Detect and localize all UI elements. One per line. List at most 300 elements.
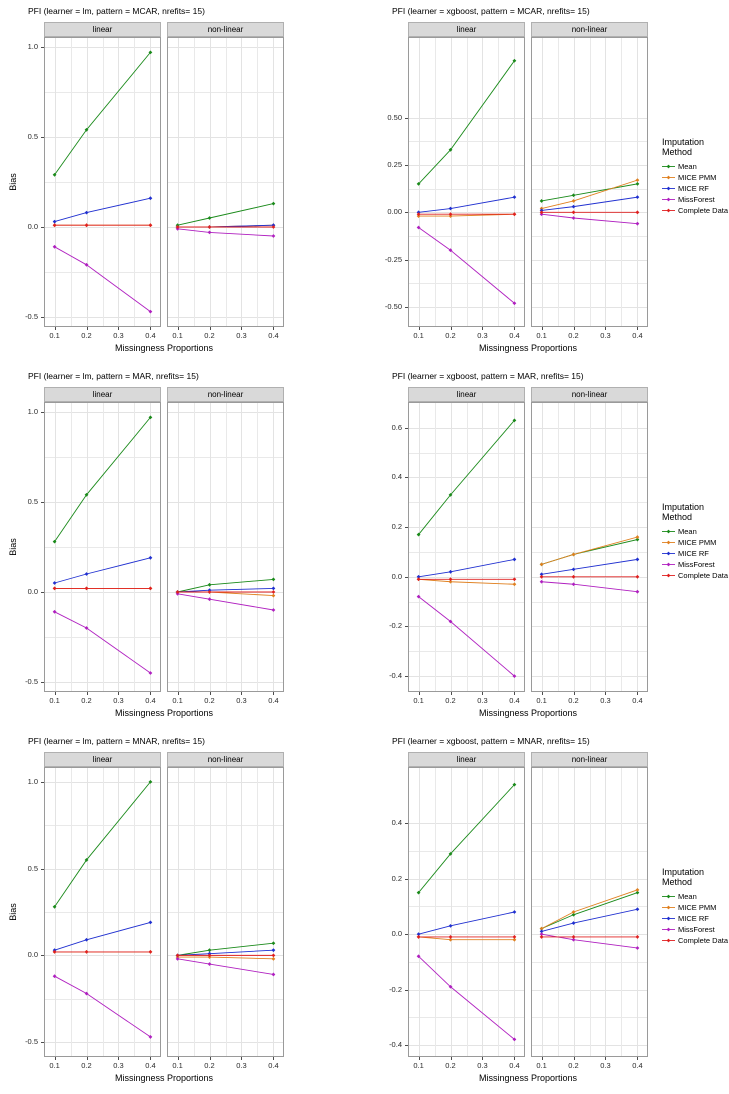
line-mice-rf — [419, 559, 515, 576]
x-tick — [178, 1057, 179, 1060]
x-tick — [419, 692, 420, 695]
line-missforest — [542, 582, 638, 592]
point-marker — [208, 948, 212, 952]
point-marker — [449, 577, 453, 581]
point-marker — [572, 921, 576, 925]
point-marker — [540, 580, 544, 584]
y-tick-label: 0.5 — [27, 132, 38, 141]
legend-item-mean[interactable] — [662, 526, 729, 537]
point-marker — [572, 216, 576, 220]
x-tick — [55, 327, 56, 330]
x-tick — [210, 1057, 211, 1060]
point-marker — [540, 935, 544, 939]
line-mean — [55, 782, 151, 907]
x-tick-label: 0.1 — [49, 331, 60, 340]
point-marker — [572, 582, 576, 586]
chart-title: PFI (learner = lm, pattern = MAR, nrefits= 15) — [28, 371, 199, 381]
legend — [662, 137, 729, 216]
facet-plot-linear — [44, 402, 161, 692]
point-marker — [85, 211, 89, 215]
x-tick — [150, 327, 151, 330]
facet-plot-linear — [408, 37, 525, 327]
point-marker — [572, 567, 576, 571]
y-tick — [41, 592, 44, 593]
legend-item-missforest[interactable] — [662, 924, 729, 935]
x-tick-label: 0.1 — [49, 1061, 60, 1070]
line-mice-rf — [419, 912, 515, 934]
x-tick — [87, 327, 88, 330]
legend-key-icon — [662, 205, 675, 216]
legend-label: Complete Data — [678, 936, 729, 945]
point-marker — [636, 888, 640, 892]
y-tick-label: 0.50 — [387, 112, 402, 122]
x-tick — [55, 1057, 56, 1060]
point-marker — [85, 572, 89, 576]
x-tick-label: 0.2 — [568, 696, 579, 705]
point-marker — [272, 234, 276, 238]
y-tick — [405, 212, 408, 213]
series-layer — [409, 768, 524, 1056]
point-marker — [272, 608, 276, 612]
legend-item-mice-pmm[interactable] — [662, 172, 729, 183]
point-marker — [149, 921, 153, 925]
x-tick — [273, 327, 274, 330]
x-tick-label: 0.4 — [632, 331, 643, 340]
y-tick-label: -0.25 — [384, 254, 402, 264]
line-mean — [419, 420, 515, 534]
x-tick-label: 0.2 — [204, 331, 215, 340]
x-tick-label: 0.1 — [49, 696, 60, 705]
y-tick-label: 1.0 — [27, 42, 38, 51]
x-tick-label: 0.1 — [172, 331, 183, 340]
point-marker — [272, 941, 276, 945]
x-tick — [605, 327, 606, 330]
x-tick — [514, 327, 515, 330]
x-tick — [241, 692, 242, 695]
legend-item-complete-data[interactable] — [662, 570, 729, 581]
y-tick-label: 0.2 — [391, 522, 402, 532]
y-tick — [405, 879, 408, 880]
y-tick-label: 0.0 — [27, 950, 38, 960]
point-marker — [636, 907, 640, 911]
point-marker — [572, 575, 576, 579]
x-tick-label: 0.4 — [145, 1061, 156, 1070]
series-layer — [409, 403, 524, 691]
point-marker — [208, 231, 212, 235]
facet-plot-non-linear — [531, 37, 648, 327]
point-marker — [636, 535, 640, 539]
y-tick-label: 0.6 — [391, 422, 402, 432]
y-tick-label: 0.25 — [387, 159, 402, 169]
y-tick-label: 1.0 — [27, 776, 38, 786]
facet-strip-linear: linear — [408, 387, 525, 402]
y-tick-label: 0.00 — [387, 207, 402, 217]
y-tick — [405, 118, 408, 119]
legend-key-icon — [662, 924, 675, 935]
y-tick — [41, 412, 44, 413]
x-tick — [118, 692, 119, 695]
facet-plot-non-linear — [167, 37, 284, 327]
y-tick — [41, 869, 44, 870]
x-tick-label: 0.4 — [509, 1061, 520, 1070]
x-tick — [482, 1057, 483, 1060]
legend-item-mice-pmm[interactable] — [662, 537, 729, 548]
facet-strip-non-linear: non-linear — [167, 752, 284, 767]
line-mice-pmm — [178, 592, 274, 596]
y-tick-label: -0.4 — [389, 1039, 402, 1049]
legend-label: MissForest — [678, 195, 715, 204]
facet-plot-linear — [408, 767, 525, 1057]
point-marker — [636, 935, 640, 939]
x-tick-label: 0.1 — [413, 1061, 424, 1070]
facet-strip-linear: linear — [408, 22, 525, 37]
legend-title: Imputation Method — [662, 867, 705, 887]
y-tick — [41, 317, 44, 318]
point-marker — [208, 225, 212, 229]
chart-title: PFI (learner = xgboost, pattern = MAR, nrefits= 15) — [392, 371, 584, 381]
y-tick-label: -0.2 — [389, 984, 402, 994]
point-marker — [572, 210, 576, 214]
legend-key-icon — [662, 194, 675, 205]
point-marker — [449, 570, 453, 574]
y-tick — [41, 47, 44, 48]
x-tick-label: 0.2 — [445, 696, 456, 705]
x-tick-label: 0.3 — [236, 696, 247, 705]
facet-strip-non-linear: non-linear — [531, 752, 648, 767]
y-tick — [405, 428, 408, 429]
point-marker — [636, 590, 640, 594]
series-layer — [532, 768, 647, 1056]
facet-strip-linear: linear — [408, 752, 525, 767]
x-tick — [637, 327, 638, 330]
y-tick — [41, 502, 44, 503]
y-tick — [405, 307, 408, 308]
facet-strip-non-linear: non-linear — [531, 387, 648, 402]
chart-title: PFI (learner = lm, pattern = MNAR, nrefits= 15) — [28, 736, 205, 746]
x-tick — [118, 327, 119, 330]
x-tick — [241, 327, 242, 330]
point-marker — [149, 950, 153, 954]
x-tick-label: 0.2 — [81, 696, 92, 705]
x-tick — [482, 692, 483, 695]
point-marker — [513, 935, 517, 939]
line-mean — [542, 540, 638, 565]
series-layer — [532, 403, 647, 691]
point-marker — [636, 210, 640, 214]
point-marker — [53, 223, 57, 227]
legend-label: Mean — [678, 527, 697, 536]
x-tick-label: 0.2 — [204, 1061, 215, 1070]
y-tick-label: 0.0 — [391, 571, 402, 581]
x-tick — [87, 1057, 88, 1060]
x-tick-label: 0.1 — [536, 331, 547, 340]
x-axis-label: Missingness Proportions — [114, 1073, 214, 1083]
point-marker — [53, 587, 57, 591]
y-axis-label: Bias — [7, 538, 18, 556]
point-marker — [540, 562, 544, 566]
legend-item-mean[interactable] — [662, 891, 729, 902]
line-mean — [55, 52, 151, 174]
chart-panel-lm-mcar — [0, 0, 364, 365]
point-marker — [53, 581, 57, 585]
legend-item-mice-rf[interactable] — [662, 548, 729, 559]
line-mean — [55, 417, 151, 541]
x-tick-label: 0.3 — [236, 331, 247, 340]
point-marker — [272, 953, 276, 957]
point-marker — [272, 587, 276, 591]
facet-strip-non-linear: non-linear — [531, 22, 648, 37]
y-tick-label: 0.4 — [391, 472, 402, 482]
facet-plot-non-linear — [167, 767, 284, 1057]
point-marker — [572, 935, 576, 939]
legend-item-missforest[interactable] — [662, 559, 729, 570]
x-tick-label: 0.4 — [268, 331, 279, 340]
x-tick-label: 0.1 — [172, 1061, 183, 1070]
point-marker — [85, 938, 89, 942]
x-axis-label: Missingness Proportions — [478, 1073, 578, 1083]
facet-strip-linear: linear — [44, 22, 161, 37]
chart-title: PFI (learner = lm, pattern = MCAR, nrefits= 15) — [28, 6, 205, 16]
line-mice-pmm — [419, 579, 515, 584]
x-tick-label: 0.4 — [145, 331, 156, 340]
x-tick — [514, 1057, 515, 1060]
legend-item-mean[interactable] — [662, 161, 729, 172]
x-tick-label: 0.3 — [477, 696, 488, 705]
x-tick — [637, 1057, 638, 1060]
x-tick-label: 0.1 — [536, 1061, 547, 1070]
point-marker — [53, 610, 57, 614]
chart-panel-xgboost-mnar — [364, 730, 729, 1094]
x-tick — [605, 692, 606, 695]
line-missforest — [55, 247, 151, 312]
x-tick-label: 0.1 — [536, 696, 547, 705]
y-tick — [405, 165, 408, 166]
legend-key-icon — [662, 161, 675, 172]
point-marker — [272, 594, 276, 598]
point-marker — [572, 193, 576, 197]
point-marker — [272, 578, 276, 582]
y-tick — [41, 227, 44, 228]
x-tick-label: 0.4 — [509, 696, 520, 705]
line-mice-pmm — [178, 957, 274, 959]
line-mice-rf — [542, 909, 638, 931]
point-marker — [572, 199, 576, 203]
line-missforest — [542, 214, 638, 223]
point-marker — [513, 195, 517, 199]
legend-label: MICE RF — [678, 549, 709, 558]
x-tick — [451, 1057, 452, 1060]
y-tick-label: -0.5 — [25, 1037, 38, 1047]
point-marker — [636, 178, 640, 182]
x-tick — [574, 692, 575, 695]
legend-title: Imputation Method — [662, 502, 705, 522]
legend-label: MICE RF — [678, 914, 709, 923]
y-tick-label: 0.2 — [391, 873, 402, 883]
legend-key-icon — [662, 537, 675, 548]
point-marker — [636, 946, 640, 950]
x-tick-label: 0.2 — [204, 696, 215, 705]
line-missforest — [178, 959, 274, 975]
y-tick — [405, 823, 408, 824]
point-marker — [636, 182, 640, 186]
legend-item-complete-data[interactable] — [662, 935, 729, 946]
point-marker — [149, 556, 153, 560]
facet-strip-linear: linear — [44, 387, 161, 402]
chart-panel-lm-mar — [0, 365, 364, 730]
x-tick-label: 0.2 — [568, 1061, 579, 1070]
x-tick-label: 0.2 — [568, 331, 579, 340]
series-layer — [45, 768, 160, 1056]
y-tick — [41, 1042, 44, 1043]
point-marker — [85, 223, 89, 227]
legend — [662, 502, 729, 581]
legend — [662, 867, 729, 946]
x-tick-label: 0.3 — [113, 696, 124, 705]
y-tick — [405, 676, 408, 677]
x-tick — [273, 692, 274, 695]
x-tick — [451, 327, 452, 330]
point-marker — [572, 553, 576, 557]
y-tick — [405, 990, 408, 991]
x-tick — [605, 1057, 606, 1060]
line-mean — [178, 943, 274, 955]
facet-strip-non-linear: non-linear — [167, 387, 284, 402]
legend-label: MissForest — [678, 560, 715, 569]
facet-plot-linear — [44, 37, 161, 327]
legend-key-icon — [662, 559, 675, 570]
x-tick-label: 0.2 — [445, 1061, 456, 1070]
point-marker — [53, 220, 57, 224]
facet-plot-non-linear — [531, 402, 648, 692]
x-tick — [542, 1057, 543, 1060]
legend-key-icon — [662, 526, 675, 537]
legend-item-mice-pmm[interactable] — [662, 902, 729, 913]
y-tick — [405, 477, 408, 478]
x-tick-label: 0.4 — [268, 696, 279, 705]
x-tick — [150, 692, 151, 695]
x-tick-label: 0.2 — [81, 1061, 92, 1070]
series-layer — [532, 38, 647, 326]
legend-label: Complete Data — [678, 571, 729, 580]
y-tick-label: 0.5 — [27, 863, 38, 873]
x-tick — [241, 1057, 242, 1060]
y-tick-label: 0.0 — [27, 222, 38, 231]
series-layer — [168, 38, 283, 326]
y-tick — [41, 682, 44, 683]
point-marker — [449, 935, 453, 939]
point-marker — [85, 950, 89, 954]
point-marker — [636, 558, 640, 562]
x-tick — [210, 327, 211, 330]
x-tick-label: 0.3 — [600, 696, 611, 705]
facet-strip-linear: linear — [44, 752, 161, 767]
y-tick — [41, 782, 44, 783]
point-marker — [540, 199, 544, 203]
point-marker — [208, 597, 212, 601]
line-mean — [419, 61, 515, 184]
legend-item-complete-data[interactable] — [662, 205, 729, 216]
series-layer — [409, 38, 524, 326]
facet-plot-non-linear — [531, 767, 648, 1057]
x-tick — [55, 692, 56, 695]
x-tick-label: 0.3 — [600, 1061, 611, 1070]
point-marker — [572, 910, 576, 914]
x-tick-label: 0.3 — [477, 331, 488, 340]
x-tick-label: 0.1 — [172, 696, 183, 705]
point-marker — [513, 910, 517, 914]
line-mean — [178, 204, 274, 226]
legend-label: MICE PMM — [678, 173, 717, 182]
legend-item-mice-rf[interactable] — [662, 183, 729, 194]
legend-label: Mean — [678, 162, 697, 171]
x-tick-label: 0.4 — [632, 1061, 643, 1070]
x-tick — [542, 327, 543, 330]
x-tick-label: 0.3 — [113, 331, 124, 340]
x-tick — [118, 1057, 119, 1060]
y-tick — [405, 527, 408, 528]
x-tick-label: 0.4 — [509, 331, 520, 340]
point-marker — [513, 582, 517, 586]
legend-label: MissForest — [678, 925, 715, 934]
x-tick-label: 0.4 — [145, 696, 156, 705]
x-tick — [87, 692, 88, 695]
point-marker — [272, 202, 276, 206]
legend-item-mice-rf[interactable] — [662, 913, 729, 924]
line-missforest — [178, 594, 274, 610]
x-tick — [574, 1057, 575, 1060]
point-marker — [272, 948, 276, 952]
y-tick — [41, 137, 44, 138]
legend-key-icon — [662, 172, 675, 183]
y-tick — [405, 626, 408, 627]
x-tick-label: 0.3 — [477, 1061, 488, 1070]
legend-item-missforest[interactable] — [662, 194, 729, 205]
legend-key-icon — [662, 548, 675, 559]
x-tick-label: 0.4 — [268, 1061, 279, 1070]
x-tick-label: 0.3 — [113, 1061, 124, 1070]
x-tick — [419, 327, 420, 330]
point-marker — [513, 212, 517, 216]
series-layer — [168, 403, 283, 691]
x-tick-label: 0.2 — [81, 331, 92, 340]
point-marker — [53, 245, 57, 249]
legend-key-icon — [662, 183, 675, 194]
point-marker — [149, 587, 153, 591]
series-layer — [45, 38, 160, 326]
legend-label: MICE RF — [678, 184, 709, 193]
x-tick — [178, 692, 179, 695]
line-mean — [419, 785, 515, 893]
x-tick — [150, 1057, 151, 1060]
x-tick — [451, 692, 452, 695]
point-marker — [540, 575, 544, 579]
y-tick-label: -0.2 — [389, 621, 402, 631]
line-missforest — [55, 612, 151, 673]
point-marker — [272, 957, 276, 961]
y-tick — [405, 1045, 408, 1046]
line-missforest — [542, 934, 638, 948]
y-tick-label: 0.0 — [27, 587, 38, 596]
y-tick-label: 0.4 — [391, 818, 402, 828]
line-mice-rf — [419, 197, 515, 212]
y-tick-label: -0.5 — [25, 312, 38, 321]
point-marker — [53, 974, 57, 978]
line-missforest — [55, 976, 151, 1037]
chart-panel-xgboost-mar — [364, 365, 729, 730]
x-axis-label: Missingness Proportions — [114, 343, 214, 353]
legend-key-icon — [662, 913, 675, 924]
x-axis-label: Missingness Proportions — [114, 708, 214, 718]
